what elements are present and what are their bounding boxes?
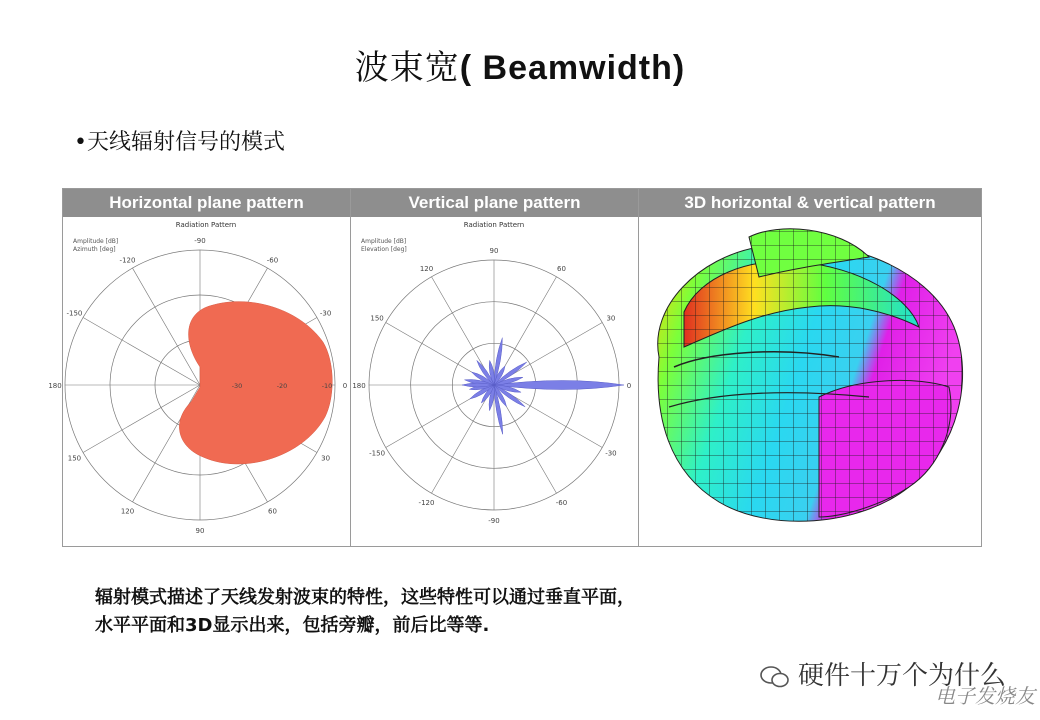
- h-angle-label: 30: [321, 454, 331, 463]
- v-legend-1: Amplitude [dB]: [361, 238, 407, 245]
- h-angle-label: 90: [195, 527, 205, 535]
- title-latin: ( Beamwidth): [459, 49, 686, 87]
- 3d-pattern-render: [639, 217, 981, 546]
- caption: [95, 584, 915, 640]
- h-angle-label: 120: [120, 507, 135, 516]
- h-angle-label: 180: [48, 382, 62, 390]
- v-angle-label: 180: [352, 382, 366, 390]
- h-angle-label: 60: [268, 507, 277, 516]
- v-radiation-lobes: [462, 338, 624, 435]
- v-legend-2: Elevation [deg]: [361, 246, 407, 253]
- h-angle-label: -150: [66, 309, 83, 318]
- v-angle-label: -60: [555, 498, 568, 507]
- h-legend-2: Azimuth [deg]: [73, 246, 116, 253]
- h-legend-1: Amplitude [dB]: [73, 238, 119, 245]
- watermark-text: 硬件十万个为什么: [798, 661, 1007, 691]
- horizontal-pattern-panel: [48, 189, 351, 546]
- h-angle-label: -120: [119, 256, 136, 265]
- h-angle-label: -30: [319, 309, 332, 318]
- title-cn: 波束宽: [354, 48, 460, 88]
- vertical-panel-header: Vertical plane pattern: [351, 189, 638, 217]
- wechat-icon: [760, 666, 790, 688]
- h-plot-title: Radiation Pattern: [175, 221, 237, 229]
- horizontal-polar-plot: [48, 217, 350, 546]
- h-angle-label: 150: [67, 454, 82, 463]
- h-spoke: [83, 318, 200, 386]
- 3d-pattern-panel: [639, 189, 981, 546]
- h-ring-label: -20: [276, 382, 288, 390]
- page-title: [0, 40, 1040, 89]
- horizontal-panel-header: Horizontal plane pattern: [63, 189, 350, 217]
- h-angle-label: 0: [342, 382, 348, 390]
- h-angle-label: -90: [194, 237, 206, 245]
- 3d-panel-header: 3D horizontal & vertical pattern: [639, 189, 981, 217]
- h-ring-label: -30: [231, 382, 243, 390]
- caption-line-1: 辐射模式描述了天线发射波束的特性，这些特性可以通过垂直平面，: [95, 587, 635, 608]
- 3d-surface: [658, 229, 963, 521]
- vertical-polar-plot: [351, 217, 638, 546]
- v-angle-label: 120: [419, 265, 434, 274]
- v-spoke: [432, 385, 495, 493]
- bullet-text: •天线辐射信号的模式: [74, 130, 285, 155]
- h-ring-label: -10: [321, 382, 333, 390]
- v-angle-label: -150: [369, 449, 386, 458]
- v-angle-label: 150: [370, 314, 384, 323]
- v-angle-label: 60: [557, 265, 566, 274]
- v-angle-label: 30: [606, 314, 616, 323]
- v-angle-label: -120: [418, 498, 435, 507]
- caption-line-2: 水平平面和3D显示出来，包括旁瓣，前后比等等.: [95, 615, 490, 636]
- v-angle-label: 0: [626, 382, 632, 390]
- h-radiation-lobe: [179, 302, 332, 464]
- pattern-figure: [48, 188, 982, 547]
- watermark-site: 电子发烧友: [935, 684, 1035, 708]
- vertical-pattern-panel: [351, 189, 639, 546]
- h-angle-label: -60: [266, 256, 279, 265]
- v-angle-label: 90: [489, 247, 499, 255]
- v-angle-label: -90: [488, 517, 500, 525]
- v-angle-label: -30: [605, 449, 617, 458]
- v-plot-title: Radiation Pattern: [463, 221, 525, 229]
